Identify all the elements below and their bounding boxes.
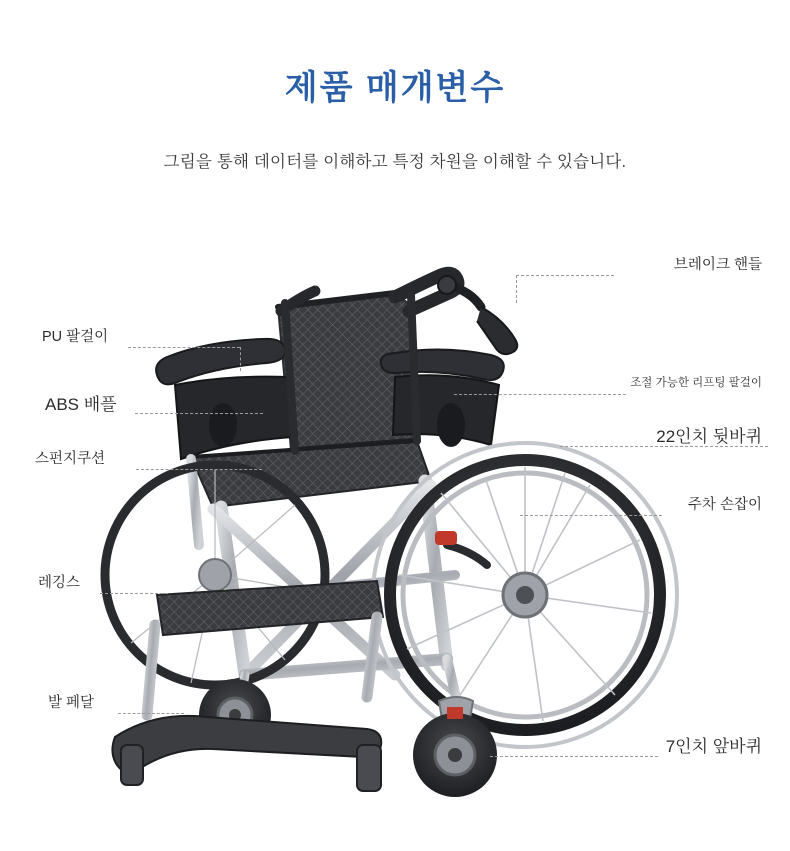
leader-brake-handle-drop — [516, 275, 517, 303]
label-abs-baffle: ABS 배플 — [45, 395, 117, 414]
page-subtitle: 그림을 통해 데이터를 이해하고 특정 차원을 이해할 수 있습니다. — [163, 153, 627, 171]
parking-brake-part — [435, 531, 487, 565]
leader-brake-handle — [516, 275, 614, 276]
page-title: 제품 매개변수 — [284, 69, 506, 107]
wheelchair-diagram — [0, 230, 790, 830]
label-front-wheel: 7인치 앞바퀴 — [665, 737, 762, 756]
brake-handle-part — [438, 276, 517, 354]
leader-pu-armrest-drop — [240, 347, 241, 371]
rear-wheel-part — [373, 443, 677, 747]
leader-sponge-cushion — [136, 469, 262, 470]
leader-rear-wheel — [560, 446, 768, 447]
label-sponge-cushion: 스펀지쿠션 — [35, 451, 106, 467]
label-rear-wheel: 22인치 뒷바퀴 — [656, 427, 762, 446]
leader-foot-pedal — [118, 713, 184, 714]
leader-parking-handle — [520, 515, 662, 516]
label-foot-pedal: 발 페달 — [48, 695, 95, 711]
leader-leggings — [100, 593, 168, 594]
seat-cushion — [191, 441, 431, 507]
label-leggings: 레깅스 — [38, 575, 81, 591]
leader-abs-baffle — [135, 413, 263, 414]
wheelchair-illustration — [95, 245, 695, 815]
label-adjustable-armrest: 조절 가능한 리프팅 팔걸이 — [630, 377, 762, 389]
leader-pu-armrest — [128, 347, 240, 348]
leader-front-wheel — [490, 756, 658, 757]
label-brake-handle: 브레이크 핸들 — [673, 257, 762, 273]
label-parking-handle: 주차 손잡이 — [687, 497, 762, 513]
label-pu-armrest: PU 팔걸이 — [42, 329, 109, 345]
leader-adjustable-armrest — [454, 394, 626, 395]
